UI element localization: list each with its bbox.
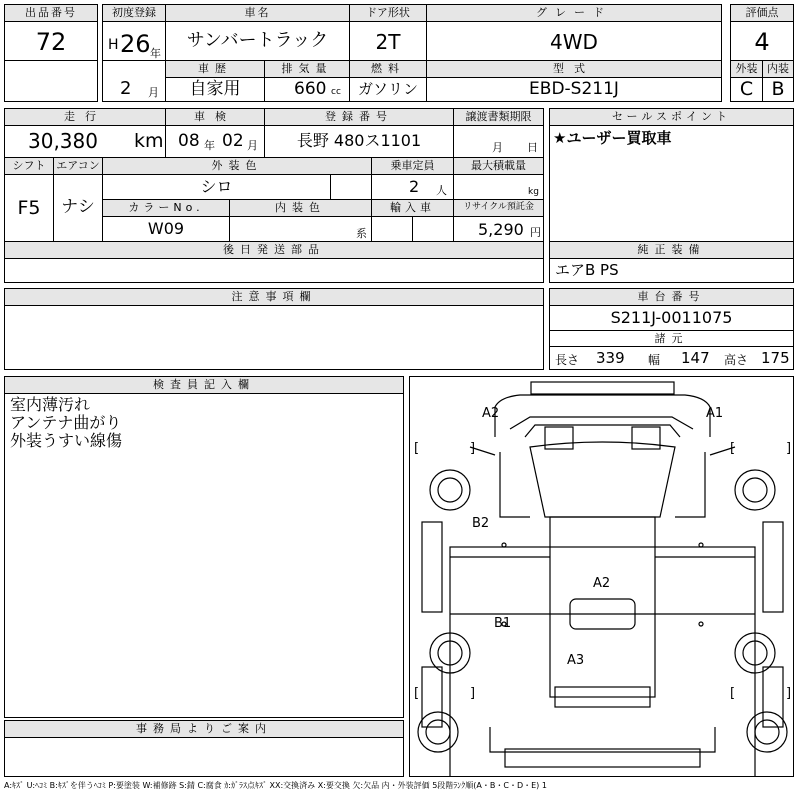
history-header: 車歴	[165, 60, 265, 78]
reg-no-value: 長野 480ス1101	[296, 131, 422, 150]
import-cell-a	[371, 216, 413, 242]
recycle-value: 5,290	[478, 220, 524, 239]
interior-value: B	[771, 78, 785, 100]
insp-year-unit: 年	[204, 139, 215, 152]
month-unit: 月	[148, 86, 159, 99]
year-unit: 年	[150, 47, 161, 60]
legend-text: A:ｷｽﾞ U:ﾍｺﾐ B:ｷｽﾞを伴うﾍｺﾐ P:要塗装 W:補修跡 S:錆 C:腐食 ｶ:ｶﾞﾗｽ点ｷｽﾞ XX:交換済み X:要交換 欠:欠品 内・外装評価 5段階ﾗﾝｸ順(A・B・C・D・E) 1	[4, 781, 547, 790]
mark-a3: A3	[567, 653, 585, 668]
door-header: ドア形状	[349, 4, 427, 22]
int-color-unit: 系	[356, 227, 367, 240]
bracket-left-2: [	[730, 441, 736, 456]
shift-header: シフト	[4, 157, 54, 175]
inspection-header: 車検	[165, 108, 265, 126]
int-color-cell	[229, 216, 372, 242]
model-header: 型式	[426, 60, 722, 78]
later-parts-cell	[4, 258, 544, 283]
inspector-note-3: 外装うすい線傷	[10, 431, 123, 450]
int-color-header: 内装色	[229, 199, 372, 217]
lot-no-header: 出品番号	[4, 4, 98, 22]
car-name-value: サンバートラック	[186, 30, 329, 51]
length-label: 長さ	[555, 353, 580, 367]
office-cell	[4, 737, 404, 777]
width-label: 幅	[648, 353, 661, 367]
chassis-header: 車台番号	[549, 288, 794, 306]
aircon-value: ナシ	[61, 197, 95, 217]
car-name-header: 車名	[165, 4, 350, 22]
insp-year-value: 08	[178, 131, 200, 151]
mark-a1: A1	[706, 406, 724, 421]
color-no-value: W09	[147, 219, 185, 238]
ext-color-header: 外装色	[102, 157, 372, 175]
max-load-header: 最大積載量	[453, 157, 544, 175]
fuel-header: 燃料	[349, 60, 427, 78]
recycle-header: リサイクル預託金	[453, 199, 544, 217]
era-value: H	[108, 37, 119, 53]
year-value: 26	[120, 30, 151, 58]
inspector-note-2: アンテナ曲がり	[10, 413, 122, 432]
height-value: 175	[761, 349, 790, 367]
grade-value: 4WD	[550, 30, 598, 54]
transfer-header: 譲渡書類期限	[453, 108, 544, 126]
grade-header: グレード	[426, 4, 722, 22]
mark-a2-top: A2	[482, 406, 500, 421]
bracket-right-1: ]	[470, 441, 476, 456]
displacement-header: 排気量	[264, 60, 350, 78]
exterior-header: 外装	[730, 60, 763, 78]
length-value: 339	[596, 349, 625, 367]
bracket-right-3: ]	[470, 686, 476, 701]
height-label: 高さ	[724, 353, 749, 367]
inspector-header: 検査員記入欄	[4, 376, 404, 394]
bracket-left-3: [	[414, 686, 420, 701]
mileage-unit: km	[134, 130, 164, 152]
displacement-unit: cc	[331, 87, 341, 97]
ext-color-extra-cell	[330, 174, 372, 200]
sales-point-value: ★ユーザー買取車	[553, 129, 672, 147]
history-value: 自家用	[189, 79, 241, 99]
inspector-notes	[10, 396, 122, 450]
genuine-header: 純正装備	[549, 241, 794, 259]
genuine-value: エアB PS	[555, 261, 619, 279]
car-diagram	[409, 376, 794, 777]
model-value: EBD-S211J	[529, 79, 619, 99]
bracket-left-4: [	[730, 686, 736, 701]
capacity-value: 2	[409, 177, 420, 196]
specs-cell	[549, 346, 794, 370]
mileage-header: 走行	[4, 108, 166, 126]
office-header: 事務局よりご案内	[4, 720, 404, 738]
mark-a2-bed: A2	[593, 576, 611, 591]
lot-no-blank	[4, 60, 98, 102]
insp-month-unit: 月	[247, 139, 258, 152]
transfer-month: 月	[492, 141, 503, 154]
max-load-unit: kg	[528, 187, 539, 197]
capacity-header: 乗車定員	[371, 157, 454, 175]
reg-no-header: 登録番号	[264, 108, 454, 126]
score-value: 4	[754, 28, 770, 56]
bracket-left-1: [	[414, 441, 420, 456]
month-value: 2	[120, 78, 132, 99]
sales-point-header: セールスポイント	[549, 108, 794, 126]
score-header: 評価点	[730, 4, 794, 22]
chassis-value: S211J-0011075	[610, 308, 733, 327]
ext-color-value: シロ	[200, 177, 233, 196]
import-header: 輸入車	[371, 199, 454, 217]
displacement-value: 660	[294, 79, 327, 99]
notes-cell	[4, 305, 544, 370]
inspector-note-1: 室内薄汚れ	[10, 395, 91, 414]
later-parts-header: 後日発送部品	[4, 241, 544, 259]
first-reg-header: 初度登録	[102, 4, 166, 22]
mark-b1: B1	[494, 616, 512, 631]
truck-diagram-svg	[410, 377, 794, 777]
bracket-right-4: ]	[786, 686, 792, 701]
door-value: 2T	[375, 30, 401, 54]
lot-no-value: 72	[35, 28, 67, 56]
color-no-header: カラーNo.	[102, 199, 230, 217]
transfer-day: 日	[527, 141, 538, 154]
notes-header: 注意事項欄	[4, 288, 544, 306]
specs-header: 諸元	[549, 330, 794, 347]
interior-header: 内装	[762, 60, 794, 78]
aircon-header: エアコン	[53, 157, 103, 175]
capacity-unit: 人	[436, 184, 447, 197]
mark-b2: B2	[472, 516, 490, 531]
mileage-value: 30,380	[28, 129, 98, 153]
width-value: 147	[681, 349, 710, 367]
recycle-unit: 円	[530, 226, 541, 239]
shift-value: F5	[17, 197, 41, 219]
insp-month-value: 02	[222, 131, 244, 151]
exterior-value: C	[739, 78, 754, 100]
fuel-value: ガソリン	[357, 80, 418, 98]
import-cell-b	[412, 216, 454, 242]
bracket-right-2: ]	[786, 441, 792, 456]
